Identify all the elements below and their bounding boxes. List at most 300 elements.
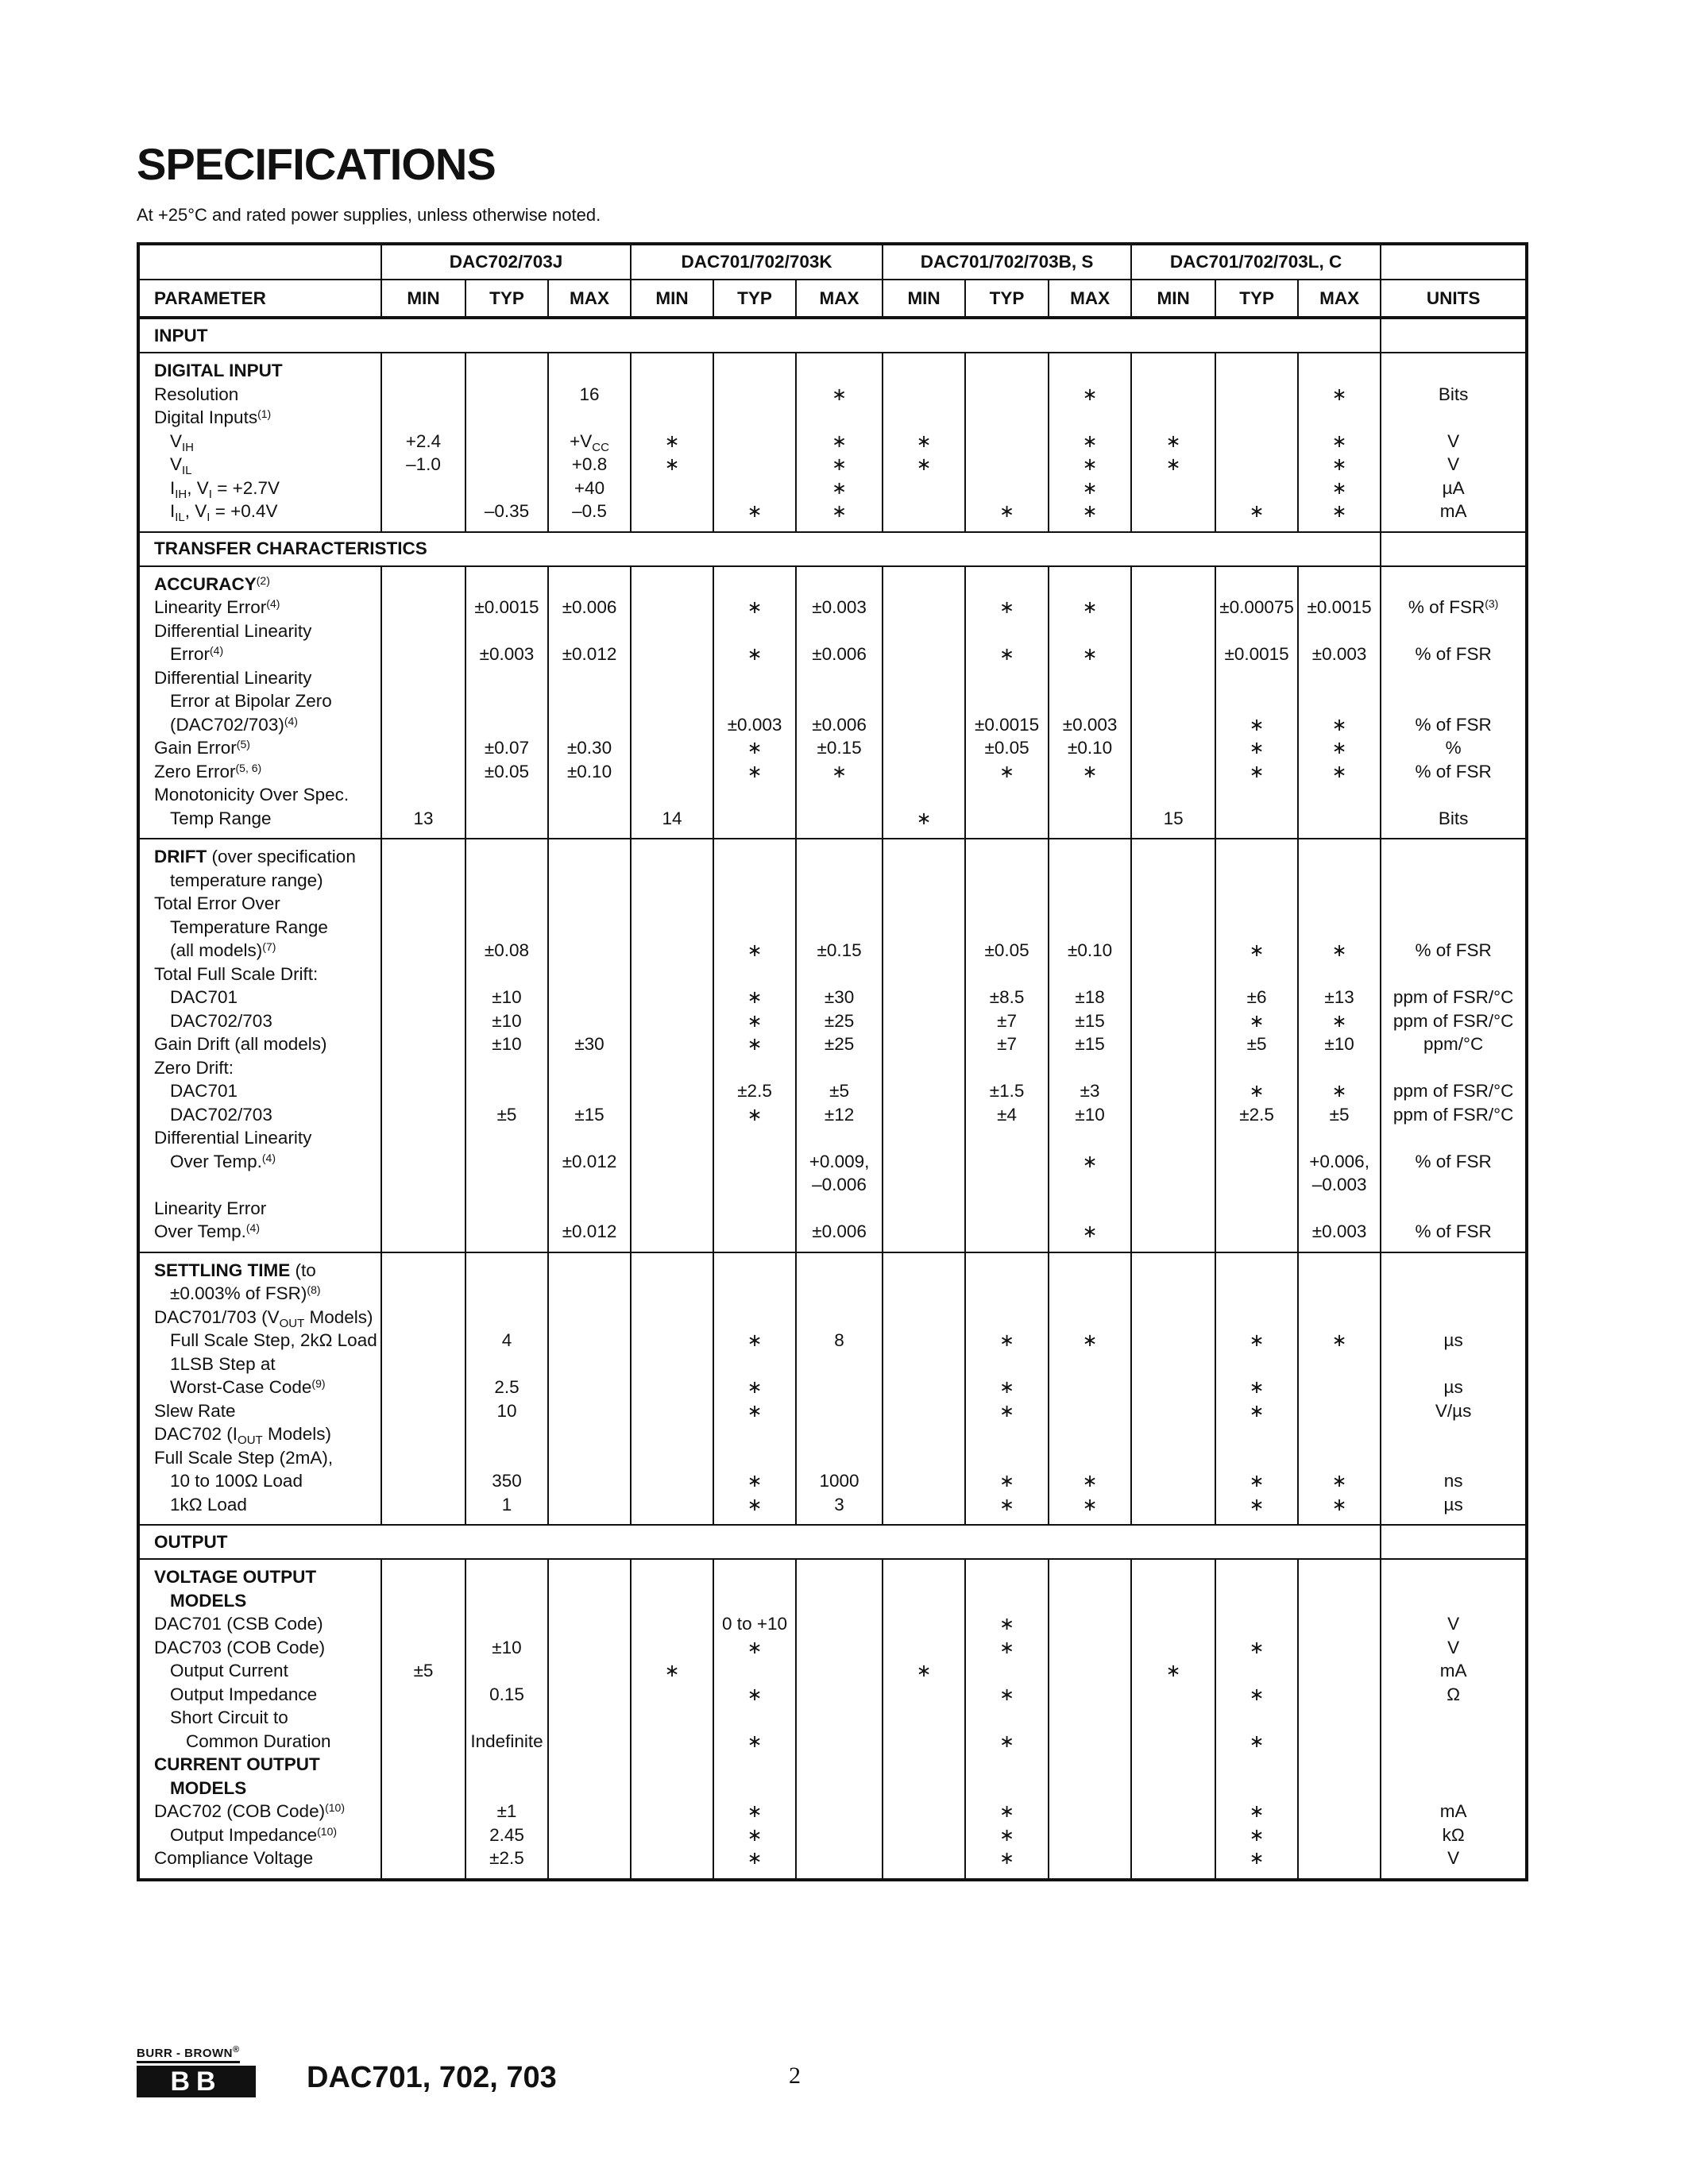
value-cell <box>381 1252 465 1526</box>
header-parameter: PARAMETER <box>138 280 381 318</box>
value-line <box>1299 1126 1380 1150</box>
value-cell <box>381 566 465 839</box>
value-line <box>382 1173 465 1197</box>
value-line: Indefinite <box>470 1731 543 1751</box>
value-line <box>1381 1446 1525 1470</box>
value-line: % of FSR <box>1415 1151 1492 1171</box>
value-line <box>1216 1753 1297 1777</box>
value-line <box>1299 869 1380 893</box>
value-line <box>1132 1220 1215 1244</box>
value-line <box>1216 453 1297 477</box>
value-line <box>549 573 630 596</box>
value-line: 2.5 <box>494 1377 520 1397</box>
value-cell <box>883 1559 965 1880</box>
value-line: ∗ <box>999 597 1014 617</box>
value-line <box>382 1009 465 1033</box>
value-line <box>1049 689 1130 713</box>
value-line <box>797 845 882 869</box>
value-line <box>883 666 964 690</box>
param-line: DAC701 <box>170 987 238 1007</box>
param-line: Differential Linearity <box>154 667 312 688</box>
value-line <box>797 1352 882 1376</box>
value-line <box>883 1079 964 1103</box>
value-line <box>1299 573 1380 596</box>
value-line: ∗ <box>999 1637 1014 1657</box>
value-line <box>632 1469 713 1493</box>
value-line: % of FSR <box>1415 761 1492 781</box>
value-line: ±0.006 <box>562 597 617 617</box>
value-cell <box>796 566 883 839</box>
param-line: Error$^{(4)}$ <box>170 644 224 664</box>
param-line: ±0.003% of FSR)$^{(8)}$ <box>170 1283 321 1303</box>
value-line <box>382 939 465 963</box>
value-line <box>883 1126 964 1150</box>
value-line: ∗ <box>999 1377 1014 1397</box>
value-line <box>466 963 547 986</box>
value-line: µA <box>1442 477 1465 498</box>
value-line <box>883 1399 964 1423</box>
value-line: 2.45 <box>489 1824 524 1845</box>
value-line: ∗ <box>999 1824 1014 1845</box>
value-line <box>1216 383 1297 407</box>
value-line <box>966 1173 1048 1197</box>
value-line <box>1132 573 1215 596</box>
value-line: ∗ <box>1331 1081 1347 1101</box>
param-line: ACCURACY$^{(2)}$ <box>154 573 270 594</box>
value-line: ∗ <box>1331 1330 1347 1350</box>
value-line <box>466 1282 547 1306</box>
value-line <box>797 619 882 643</box>
value-line <box>1299 1823 1380 1847</box>
value-cell <box>381 839 465 1252</box>
value-line <box>549 845 630 869</box>
value-line <box>1381 1126 1525 1150</box>
value-line: ∗ <box>1165 1661 1181 1680</box>
value-line: ∗ <box>999 1801 1014 1821</box>
value-line: ∗ <box>916 808 932 828</box>
value-line: ∗ <box>1249 1330 1265 1350</box>
value-line <box>1299 1846 1380 1870</box>
value-line <box>549 1259 630 1283</box>
param-line: Common Duration <box>186 1731 331 1751</box>
value-line <box>1132 477 1215 500</box>
value-line <box>966 359 1048 383</box>
value-line: ns <box>1443 1471 1463 1491</box>
value-line <box>714 963 795 986</box>
value-line <box>1381 963 1525 986</box>
value-line <box>549 359 630 383</box>
value-line: V <box>1447 454 1460 474</box>
header-row-groups <box>138 244 1527 280</box>
value-line <box>382 963 465 986</box>
value-line: ∗ <box>1249 1848 1265 1868</box>
param-line: MODELS <box>170 1590 247 1611</box>
header-max: MAX <box>548 280 631 318</box>
value-line <box>714 1126 795 1150</box>
param-line: Zero Error$^{(5, 6)}$ <box>154 761 262 781</box>
value-line <box>714 1565 795 1589</box>
value-line <box>966 477 1048 500</box>
value-line: ∗ <box>832 501 847 521</box>
value-line <box>466 1706 547 1730</box>
value-line <box>714 1173 795 1197</box>
value-line <box>632 1589 713 1613</box>
value-line <box>1216 1612 1297 1636</box>
value-line <box>632 642 713 666</box>
value-line <box>382 1636 465 1660</box>
value-line: +2.4 <box>405 430 442 451</box>
value-line <box>883 1706 964 1730</box>
value-line <box>1381 1259 1525 1283</box>
value-line <box>714 1422 795 1446</box>
spec-block <box>138 1559 1527 1880</box>
value-line <box>966 1282 1048 1306</box>
value-line: ∗ <box>1249 1824 1265 1845</box>
value-line: ∗ <box>1249 1494 1265 1515</box>
value-line: ∗ <box>1331 430 1347 451</box>
value-line <box>466 916 547 940</box>
value-line <box>883 359 964 383</box>
param-line: MODELS <box>170 1777 247 1798</box>
param-line: $V_{IH}$ <box>170 430 195 454</box>
value-line <box>382 477 465 500</box>
value-line: ∗ <box>1331 501 1347 521</box>
value-line <box>1216 1306 1297 1329</box>
value-cell <box>796 1252 883 1526</box>
param-line: Worst-Case Code$^{(9)}$ <box>170 1377 326 1397</box>
value-line: ∗ <box>1249 1400 1265 1421</box>
value-line: ∗ <box>1331 940 1347 960</box>
value-cell <box>1049 353 1131 532</box>
value-line <box>714 666 795 690</box>
param-line: temperature range) <box>170 870 323 890</box>
value-line: kΩ <box>1442 1824 1465 1845</box>
value-line: ±0.0015 <box>974 714 1040 735</box>
value-line: ∗ <box>1082 430 1098 451</box>
value-line <box>1299 892 1380 916</box>
param-line: Differential Linearity <box>154 620 312 641</box>
value-line <box>883 1730 964 1754</box>
value-line <box>883 1197 964 1221</box>
value-line: –0.5 <box>572 501 607 521</box>
value-line <box>632 1706 713 1730</box>
value-line <box>883 1469 964 1493</box>
value-line: ±15 <box>574 1104 605 1125</box>
value-line: ±0.0015 <box>1307 597 1372 617</box>
value-line <box>382 573 465 596</box>
value-line: ∗ <box>1331 454 1347 474</box>
value-line <box>797 1259 882 1283</box>
param-line: (all models)$^{(7)}$ <box>170 940 276 960</box>
value-line: ∗ <box>1082 501 1098 521</box>
param-line: $I_{IH}$, $V_I = +2.7V$ <box>170 477 280 501</box>
value-cell <box>796 353 883 532</box>
value-line <box>382 869 465 893</box>
param-line: Error at Bipolar Zero <box>170 691 332 711</box>
value-line: ±0.05 <box>484 761 530 781</box>
value-line: ±10 <box>492 1034 522 1054</box>
value-line <box>1132 1589 1215 1613</box>
value-line <box>632 1259 713 1283</box>
value-line <box>632 869 713 893</box>
value-cell <box>1049 839 1131 1252</box>
value-line: ∗ <box>999 1731 1014 1751</box>
value-line: 1 <box>501 1494 512 1515</box>
value-line: ∗ <box>1165 454 1181 474</box>
value-line <box>883 619 964 643</box>
value-line <box>1216 1150 1297 1174</box>
value-line <box>883 500 964 523</box>
value-line <box>1381 916 1525 940</box>
value-line <box>883 1753 964 1777</box>
value-line <box>1132 1706 1215 1730</box>
param-line: $V_{IL}$ <box>170 454 192 477</box>
value-line: 350 <box>492 1471 522 1491</box>
value-line <box>632 892 713 916</box>
value-line <box>714 1589 795 1613</box>
value-line <box>1381 666 1525 690</box>
value-line <box>797 1422 882 1446</box>
value-line <box>966 1753 1048 1777</box>
value-line <box>797 666 882 690</box>
value-line <box>883 1422 964 1446</box>
value-line: ±30 <box>574 1034 605 1054</box>
value-line: ∗ <box>999 1330 1014 1350</box>
header-max: MAX <box>796 280 883 318</box>
value-line <box>1049 1126 1130 1150</box>
value-line <box>466 1446 547 1470</box>
value-line: ±8.5 <box>989 987 1025 1007</box>
value-line: ∗ <box>1249 501 1265 521</box>
value-line: ±0.003 <box>1062 714 1118 735</box>
value-line <box>797 406 882 430</box>
value-line <box>714 430 795 453</box>
value-line: ∗ <box>1082 1494 1098 1515</box>
value-line <box>1132 869 1215 893</box>
value-line: ±2.5 <box>489 1848 524 1868</box>
value-line <box>382 1126 465 1150</box>
value-line <box>382 1306 465 1329</box>
value-line <box>1299 1730 1380 1754</box>
value-line: ∗ <box>747 1471 763 1491</box>
value-line <box>1216 916 1297 940</box>
value-line <box>632 1079 713 1103</box>
value-line: % <box>1445 738 1462 758</box>
value-cell <box>713 1559 796 1880</box>
value-line <box>1132 359 1215 383</box>
value-line <box>382 892 465 916</box>
value-line <box>966 1777 1048 1800</box>
value-line <box>714 892 795 916</box>
specifications-table <box>137 242 1528 1881</box>
value-line <box>883 1823 964 1847</box>
value-cell <box>1215 353 1298 532</box>
value-line <box>883 1376 964 1399</box>
value-line: ∗ <box>1082 1330 1098 1350</box>
param-line: Over Temp.$^{(4)}$ <box>154 1221 260 1241</box>
value-line <box>1216 1056 1297 1080</box>
value-line <box>1132 1399 1215 1423</box>
value-line <box>549 666 630 690</box>
value-cell <box>965 566 1049 839</box>
value-line <box>549 1565 630 1589</box>
header-blank <box>1381 244 1527 280</box>
value-line <box>382 1777 465 1800</box>
param-line: DAC701 (CSB Code) <box>154 1614 323 1634</box>
value-line: ∗ <box>1249 1637 1265 1657</box>
value-line: 13 <box>413 808 434 828</box>
value-line <box>549 1352 630 1376</box>
param-line: Full Scale Step (2mA), <box>154 1447 334 1468</box>
value-line <box>382 1422 465 1446</box>
value-line <box>714 689 795 713</box>
value-line <box>1049 1352 1130 1376</box>
value-line <box>549 1173 630 1197</box>
value-line <box>1132 1800 1215 1823</box>
value-line <box>466 406 547 430</box>
value-line <box>549 1706 630 1730</box>
value-line <box>1216 1446 1297 1470</box>
value-line <box>1049 1846 1130 1870</box>
value-line <box>797 1800 882 1823</box>
value-line <box>466 1777 547 1800</box>
value-line: ∗ <box>1249 1684 1265 1704</box>
value-line <box>1299 963 1380 986</box>
value-line: ∗ <box>999 1848 1014 1868</box>
value-line: –0.006 <box>812 1175 867 1194</box>
value-line <box>797 1706 882 1730</box>
value-line: ∗ <box>747 1637 763 1657</box>
value-cell <box>631 839 713 1252</box>
value-line: ±25 <box>824 1034 855 1054</box>
value-line <box>797 1126 882 1150</box>
value-line: 8 <box>834 1330 844 1350</box>
value-line <box>632 1777 713 1800</box>
value-line <box>797 1197 882 1221</box>
value-line: ∗ <box>747 501 763 521</box>
value-cell <box>631 566 713 839</box>
value-line: ∗ <box>747 1010 763 1031</box>
value-line <box>883 1259 964 1283</box>
value-line <box>1216 1706 1297 1730</box>
value-line <box>1049 1659 1130 1683</box>
header-typ: TYP <box>465 280 548 318</box>
value-line <box>797 892 882 916</box>
value-cell <box>1049 1559 1131 1880</box>
value-line <box>797 1823 882 1847</box>
value-line <box>549 1446 630 1470</box>
value-line: +0.006, <box>1309 1151 1369 1171</box>
value-line <box>632 1009 713 1033</box>
value-line <box>966 406 1048 430</box>
value-line <box>1132 406 1215 430</box>
value-line <box>1299 1056 1380 1080</box>
parameter-cell <box>138 566 381 839</box>
value-line <box>1049 1706 1130 1730</box>
value-line <box>1132 1079 1215 1103</box>
header-min: MIN <box>631 280 713 318</box>
value-line <box>1216 892 1297 916</box>
value-line <box>966 963 1048 986</box>
value-line <box>1132 383 1215 407</box>
value-line <box>883 573 964 596</box>
value-line: +0.009, <box>809 1151 870 1171</box>
value-line <box>714 1706 795 1730</box>
value-line <box>883 1777 964 1800</box>
value-line <box>1216 845 1297 869</box>
value-line <box>1049 869 1130 893</box>
value-line <box>1049 807 1130 831</box>
value-line: ∗ <box>747 644 763 664</box>
value-line <box>1381 406 1525 430</box>
value-line: ±6 <box>1246 987 1267 1007</box>
value-line: ∗ <box>832 454 847 474</box>
value-line <box>549 869 630 893</box>
value-line <box>1216 869 1297 893</box>
value-line <box>1216 1259 1297 1283</box>
param-line: Resolution <box>154 384 239 404</box>
value-line <box>632 689 713 713</box>
value-line: ±25 <box>824 1010 855 1031</box>
value-line <box>466 783 547 807</box>
value-cell <box>883 1252 965 1526</box>
value-line <box>1299 1659 1380 1683</box>
value-cell <box>1131 1252 1215 1526</box>
value-line <box>966 1306 1048 1329</box>
value-line <box>1049 1683 1130 1707</box>
value-line <box>1299 1800 1380 1823</box>
param-line: DAC702/703 <box>170 1010 272 1031</box>
value-line <box>1216 1565 1297 1589</box>
value-line <box>549 807 630 831</box>
value-line: ppm of FSR/°C <box>1393 1081 1514 1101</box>
value-line <box>1216 1197 1297 1221</box>
value-line: % of FSR$^{(3)}$ <box>1408 597 1499 617</box>
value-line: –1.0 <box>406 454 441 474</box>
value-line: ±0.003 <box>479 644 535 664</box>
value-line <box>966 845 1048 869</box>
value-line <box>549 1469 630 1493</box>
param-line: Over Temp.$^{(4)}$ <box>170 1151 276 1171</box>
param-line: VOLTAGE OUTPUT <box>154 1567 317 1587</box>
param-line: 1LSB Step at <box>170 1353 276 1374</box>
value-line <box>549 1282 630 1306</box>
value-line <box>1049 359 1130 383</box>
value-line <box>797 1683 882 1707</box>
param-line: 1kΩ Load <box>170 1494 247 1515</box>
value-line: ∗ <box>1082 597 1098 617</box>
value-line: ±0.08 <box>484 940 530 960</box>
value-line <box>1299 1753 1380 1777</box>
param-line: Digital Inputs$^{(1)}$ <box>154 407 272 427</box>
value-line <box>1049 1306 1130 1329</box>
value-line <box>966 1422 1048 1446</box>
value-cell <box>796 1559 883 1880</box>
value-line <box>797 1636 882 1660</box>
value-line <box>466 1753 547 1777</box>
value-line <box>1132 500 1215 523</box>
value-line: ±10 <box>1075 1104 1105 1125</box>
value-line: ∗ <box>1331 738 1347 758</box>
value-cell <box>965 1559 1049 1880</box>
value-line <box>632 1032 713 1056</box>
value-line <box>1299 1197 1380 1221</box>
header-group: DAC701/702/703B, S <box>883 244 1131 280</box>
value-line <box>382 1612 465 1636</box>
header-typ: TYP <box>965 280 1049 318</box>
value-line: 0.15 <box>489 1684 524 1704</box>
value-line: ±0.0015 <box>1224 644 1289 664</box>
